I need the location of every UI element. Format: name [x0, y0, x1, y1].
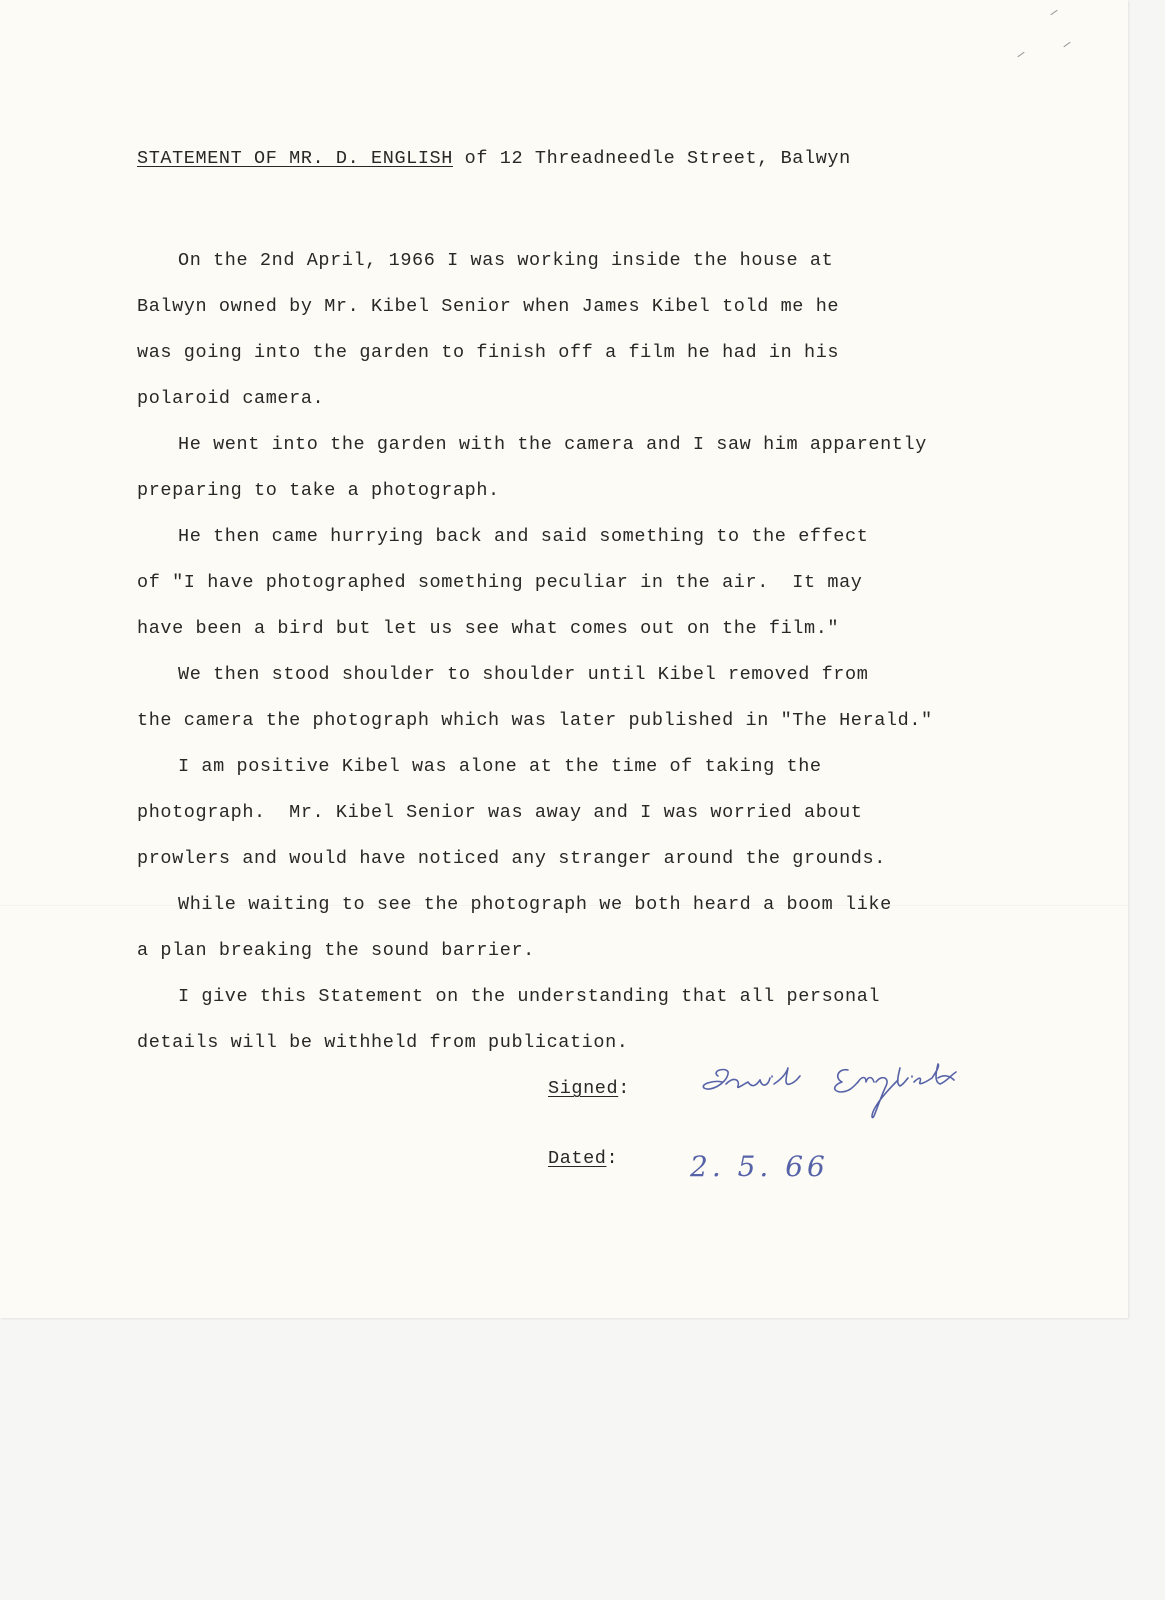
body-line: He went into the garden with the camera and I saw him apparently — [178, 434, 927, 455]
handwritten-date: 2. 5. 66 — [690, 1150, 829, 1183]
body-line: photograph. Mr. Kibel Senior was away and I was worried about — [137, 802, 863, 823]
handwritten-signature — [700, 1062, 970, 1132]
body-line: While waiting to see the photograph we both heard a boom like — [178, 894, 892, 915]
dated-label: Dated: — [548, 1148, 619, 1169]
body-line: polaroid camera. — [137, 388, 325, 409]
body-line: We then stood shoulder to shoulder until Kibel removed from — [178, 664, 869, 685]
heading-address: of 12 Threadneedle Street, Balwyn — [452, 148, 851, 169]
body-line: prowlers and would have noticed any stranger around the grounds. — [137, 848, 886, 869]
body-line: preparing to take a photograph. — [137, 480, 500, 501]
body-line: of "I have photographed something peculiar in the air. It may — [137, 572, 863, 593]
body-line: I am positive Kibel was alone at the time of taking the — [178, 756, 822, 777]
body-line: I give this Statement on the understanding that all personal — [178, 986, 881, 1007]
body-line: details will be withheld from publication. — [137, 1032, 629, 1053]
body-line: the camera the photograph which was later published in "The Herald." — [137, 710, 933, 731]
body-line: was going into the garden to finish off a film he had in his — [137, 342, 840, 363]
body-line: have been a bird but let us see what comes out on the film." — [137, 618, 840, 639]
body-line: Balwyn owned by Mr. Kibel Senior when James Kibel told me he — [137, 296, 840, 317]
body-line: On the 2nd April, 1966 I was working inside the house at — [178, 250, 834, 271]
body-line: a plan breaking the sound barrier. — [137, 940, 535, 961]
signed-label: Signed: — [548, 1078, 630, 1099]
statement-heading — [137, 148, 851, 169]
statement-body — [137, 238, 933, 1066]
body-line: He then came hurrying back and said something to the effect — [178, 526, 869, 547]
heading-title: STATEMENT OF MR. D. ENGLISH — [137, 148, 453, 169]
